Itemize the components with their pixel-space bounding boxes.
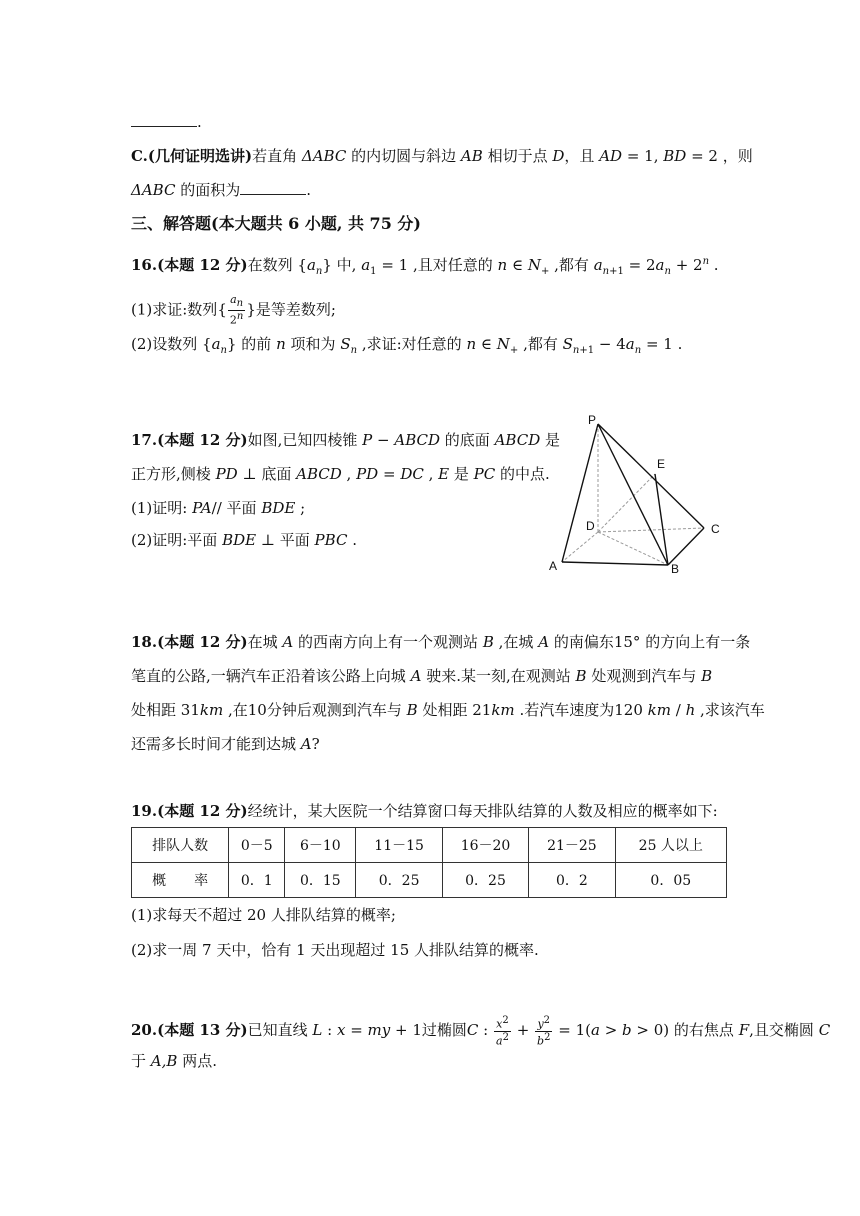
table-cell: 0－5 [229,828,285,863]
table-cell: 0．25 [442,863,528,898]
table-cell: 0．15 [285,863,356,898]
table-cell: 0．25 [356,863,442,898]
question-18-line3: 处相距 31km ,在10分钟后观测到汽车与 B 处相距 21km .若汽车速度为120 km / h ,求该汽车 [131,701,765,719]
question-15c-line1: C.(几何证明选讲)若直角 ΔABC 的内切圆与斜边 AB 相切于点 D，且 AD = 1, BD = 2 ，则 [131,147,753,165]
question-17-part2: (2)证明:平面 BDE ⊥ 平面 PBC . [131,531,357,549]
question-19-part2: (2)求一周 7 天中，恰有 1 天出现超过 15 人排队结算的概率. [131,941,539,959]
label-a: A [549,559,558,573]
question-16-stem: 16.(本题 12 分)在数列 $\{a_n\}$ 中, $a_1 = 1$ ,且对任意的 n ∈ $N_+$ ,都有 $a_{n+1} = 2a_n + 2^n$ . [131,256,719,277]
question-19-stem: 19.(本题 12 分)经统计，某大医院一个结算窗口每天排队结算的人数及相应的概率如下: [131,802,718,820]
label-b: B [671,562,680,576]
question-16-part2: (2)设数列 $\{a_n\}$ 的前 n 项和为 $S_n$ ,求证:对任意的 n ∈ $N_+$ ,都有 $S_{n+1} - 4a_n = 1$ . [131,335,683,356]
question-17-line2: 正方形,侧棱 PD ⊥ 底面 ABCD , PD = DC , E 是 PC 的中点. [131,465,550,483]
label-c: C [711,522,720,536]
question-18-line1: 18.(本题 12 分)在城 A 的西南方向上有一个观测站 B ,在城 A 的南偏东15° 的方向上有一条 [131,633,751,651]
table-cell: 0．05 [615,863,726,898]
question-18-label: 18.(本题 12 分) [131,633,248,651]
question-18-line4: 还需多长时间才能到达城 A? [131,735,320,753]
question-19-label: 19.(本题 12 分) [131,802,248,820]
table-cell: 0．1 [229,863,285,898]
table-cell: 16－20 [442,828,528,863]
label-e: E [657,457,666,471]
table-row [132,828,727,863]
question-16-label: 16.(本题 12 分) [131,256,248,274]
section-title: 三、解答题(本大题共 6 小题, 共 75 分) [131,214,421,233]
question-19-part1: (1)求每天不超过 20 人排队结算的概率; [131,906,396,924]
table-cell: 排队人数 [132,828,229,863]
pyramid-figure [540,410,730,580]
question-16-part1: (1)求证:数列{ $\frac{a_n}{2^n}$ }是等差数列; [131,293,336,327]
table-cell: 0．2 [529,863,615,898]
table-cell: 11－15 [356,828,442,863]
question-15c-line2: ΔABC 的面积为 . [131,181,312,199]
queue-probability-table [131,827,727,898]
table-cell: 25 人以上 [615,828,726,863]
prev-answer-blank: . [131,112,202,132]
label-p: P [588,413,597,427]
question-17-part1: (1)证明: PA// 平面 BDE ; [131,499,306,517]
question-17-line1: 17.(本题 12 分)如图,已知四棱锥 P − ABCD 的底面 ABCD 是 [131,431,561,449]
table-cell: 21－25 [529,828,615,863]
question-20-label: 20.(本题 13 分) [131,1021,248,1040]
question-15c-label: C.(几何证明选讲) [131,147,253,165]
table-cell: 6－10 [285,828,356,863]
answer-blank [240,180,306,195]
question-18-line2: 笔直的公路,一辆汽车正沿着该公路上向城 A 驶来.某一刻,在观测站 B 处观测到汽车与 B [131,667,713,685]
table-cell: 概 率 [132,863,229,898]
question-20-line2: 于 A,B 两点. [131,1052,217,1070]
question-20-line1: 20.(本题 13 分)已知直线 L : x = my + 1过椭圆C : $\frac{x^2}{a^2}$ + $\frac{y^2}{b^2}$ = 1(a > b > 0) 的右焦点 F,且交椭圆 C [131,1015,831,1048]
label-d: D [586,519,595,533]
answer-blank [131,112,197,127]
question-17-label: 17.(本题 12 分) [131,431,248,449]
table-row [132,863,727,898]
